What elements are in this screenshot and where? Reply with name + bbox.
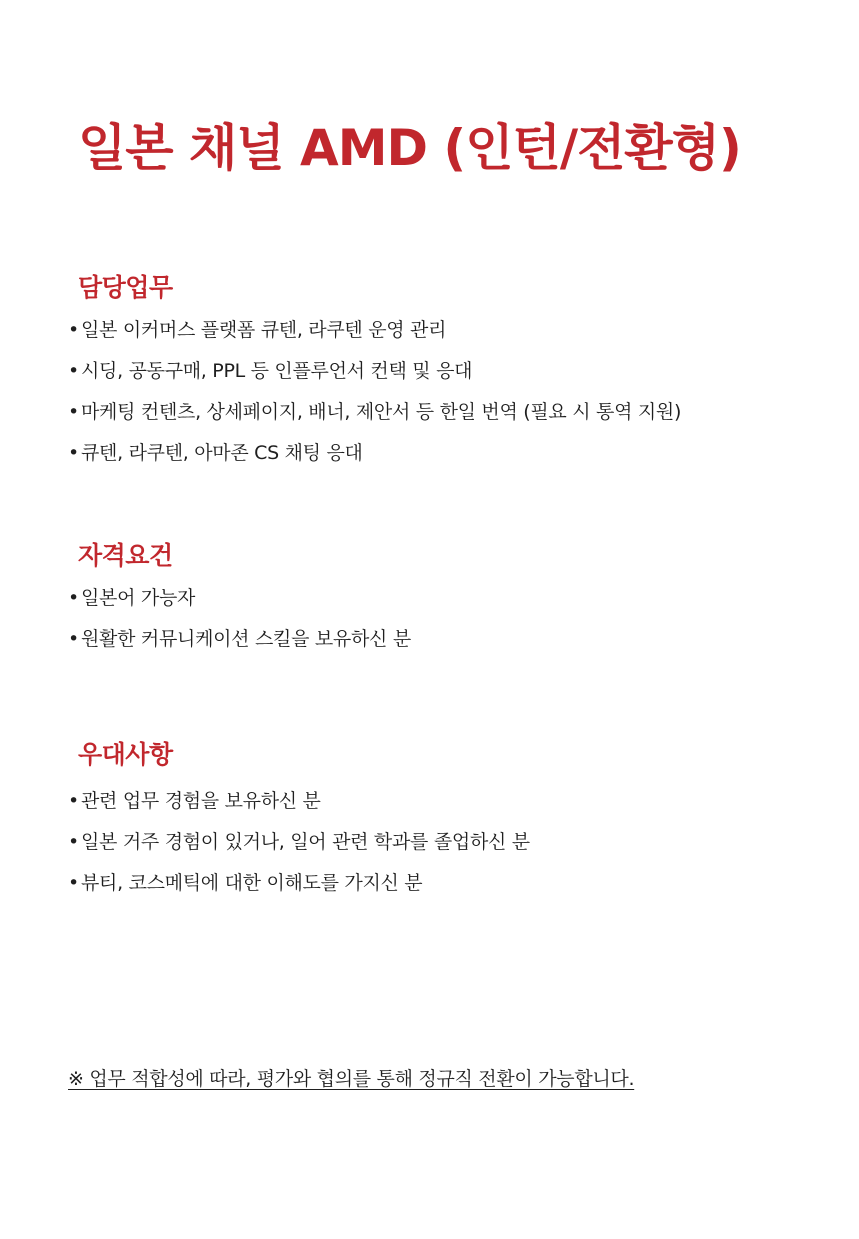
list-item-text: 원활한 커뮤니케이션 스킬을 보유하신 분 xyxy=(81,628,411,650)
list-item-text: 일본어 가능자 xyxy=(81,587,196,609)
bullet-icon: • xyxy=(68,872,79,894)
requirements-heading: 자격요건 xyxy=(78,541,173,570)
preferences-list xyxy=(68,781,828,904)
requirements-section xyxy=(68,536,828,660)
list-item-text: 마케팅 컨텐츠, 상세페이지, 배너, 제안서 등 한일 번역 (필요 시 통역 지원) xyxy=(81,401,682,423)
requirements-list xyxy=(68,578,828,660)
list-item-text: 시딩, 공동구매, PPL 등 인플루언서 컨택 및 응대 xyxy=(81,360,473,382)
list-item xyxy=(68,351,828,392)
duties-heading: 담당업무 xyxy=(78,273,173,302)
bullet-icon: • xyxy=(68,442,79,464)
list-item xyxy=(68,392,828,433)
list-item xyxy=(68,781,828,822)
list-item-text: 관련 업무 경험을 보유하신 분 xyxy=(81,790,321,812)
duties-section xyxy=(68,268,828,474)
list-item xyxy=(68,863,828,904)
list-item xyxy=(68,822,828,863)
list-item-text: 뷰티, 코스메틱에 대한 이해도를 가지신 분 xyxy=(81,872,423,894)
bullet-icon: • xyxy=(68,401,79,423)
list-item xyxy=(68,619,828,660)
bullet-icon: • xyxy=(68,628,79,650)
bullet-icon: • xyxy=(68,360,79,382)
list-item xyxy=(68,310,828,351)
conversion-footnote: ※ 업무 적합성에 따라, 평가와 협의를 통해 정규직 전환이 가능합니다. xyxy=(68,1068,635,1090)
list-item-text: 큐텐, 라쿠텐, 아마존 CS 채팅 응대 xyxy=(81,442,363,464)
list-item-text: 일본 거주 경험이 있거나, 일어 관련 학과를 졸업하신 분 xyxy=(81,831,530,853)
preferences-section xyxy=(68,735,828,904)
list-item xyxy=(68,433,828,474)
preferences-heading: 우대사항 xyxy=(78,740,173,769)
bullet-icon: • xyxy=(68,831,79,853)
page-title: 일본 채널 AMD (인턴/전환형) xyxy=(78,119,741,177)
list-item xyxy=(68,578,828,619)
bullet-icon: • xyxy=(68,790,79,812)
bullet-icon: • xyxy=(68,319,79,341)
list-item-text: 일본 이커머스 플랫폼 큐텐, 라쿠텐 운영 관리 xyxy=(81,319,447,341)
duties-list xyxy=(68,310,828,474)
bullet-icon: • xyxy=(68,587,79,609)
